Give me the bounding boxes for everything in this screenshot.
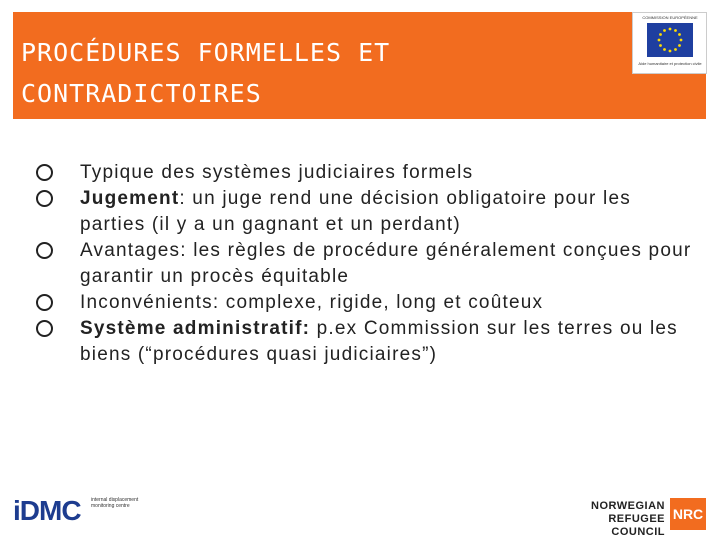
page-title xyxy=(21,32,390,114)
nrc-logo xyxy=(560,498,710,538)
ring-bullet-icon xyxy=(36,242,53,259)
bullet-text: Inconvénients: complexe, rigide, long et coûteux xyxy=(80,292,544,313)
list-item xyxy=(54,160,694,186)
bullet-text: p.ex Commission sur les terres ou les biens (“procédures quasi judiciaires”) xyxy=(80,318,678,365)
nrc-wordmark xyxy=(560,500,665,539)
title-line-2: CONTRADICTOIRES xyxy=(21,79,262,108)
idmc-logo xyxy=(13,495,153,529)
eu-flag-icon xyxy=(647,23,693,57)
list-item xyxy=(54,316,694,368)
bullet-list xyxy=(54,160,694,368)
title-banner xyxy=(13,12,706,119)
bullet-text: : un juge rend une décision obligatoire pour les parties (il y a un gagnant et un perdant) xyxy=(80,188,631,235)
idmc-logo-text: iDMC xyxy=(13,495,81,526)
bullet-bold-text: Système administratif: xyxy=(80,318,311,339)
ring-bullet-icon xyxy=(36,190,53,207)
eu-logo-top-text: COMMISSION EUROPÉENNE xyxy=(642,15,698,20)
nrc-line-1: NORWEGIAN xyxy=(591,500,665,512)
list-item xyxy=(54,290,694,316)
ring-bullet-icon xyxy=(36,320,53,337)
title-line-1: PROCÉDURES FORMELLES ET xyxy=(21,38,391,67)
bullet-text: Avantages: les règles de procédure généralement conçues pour garantir un procès équitable xyxy=(80,240,692,287)
list-item xyxy=(54,186,694,238)
list-item xyxy=(54,238,694,290)
ring-bullet-icon xyxy=(36,164,53,181)
nrc-badge: NRC xyxy=(670,498,706,530)
bullet-text: Typique des systèmes judiciaires formels xyxy=(80,162,474,183)
nrc-line-2: REFUGEE COUNCIL xyxy=(608,513,665,538)
eu-logo xyxy=(632,12,707,74)
ring-bullet-icon xyxy=(36,294,53,311)
bullet-bold-text: Jugement xyxy=(80,188,180,209)
eu-logo-bottom-text: Aide humanitaire et protection civile xyxy=(638,61,702,66)
idmc-logo-subtitle: internal displacement monitoring centre xyxy=(91,497,139,509)
